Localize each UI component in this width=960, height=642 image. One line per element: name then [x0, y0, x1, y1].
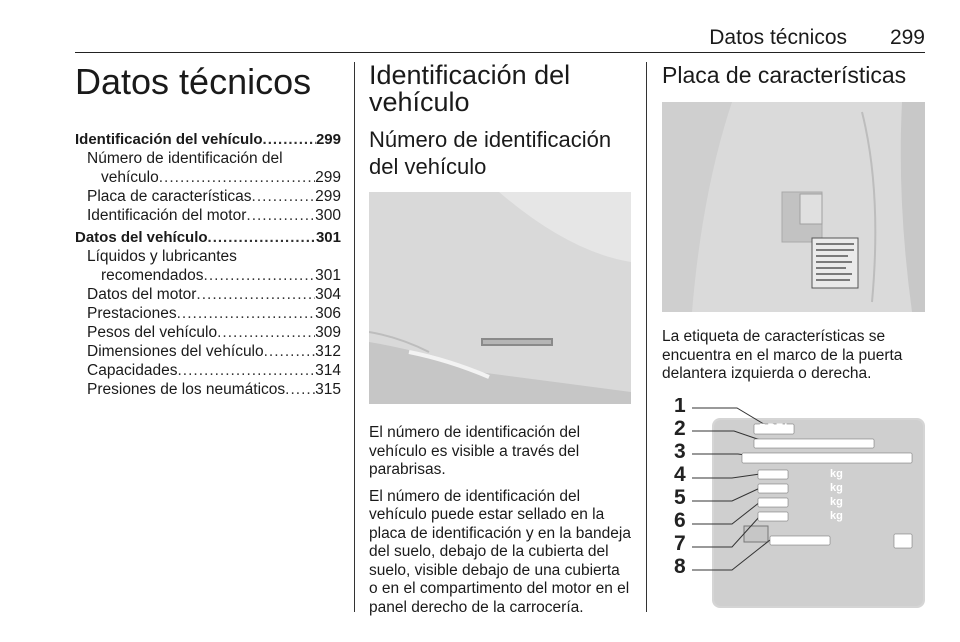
toc-entry-page: 299 — [315, 188, 341, 205]
vin-paragraph-1: El número de identificación del vehículo es visible a través del parabrisas. — [369, 424, 581, 478]
toc-entry-label: Placa de características — [87, 188, 252, 205]
plate-callout-number: 3 — [674, 439, 686, 463]
section-title-line2: vehículo — [369, 87, 470, 117]
toc-entry[interactable] — [75, 149, 341, 168]
toc-leader-dots — [246, 206, 315, 225]
plate-callout-number: 7 — [674, 531, 686, 555]
plate-callout-number: 6 — [674, 508, 686, 532]
toc-entry[interactable] — [75, 266, 341, 285]
toc-entry[interactable] — [75, 304, 341, 323]
toc-entry[interactable] — [75, 323, 341, 342]
subsection-title — [369, 126, 631, 180]
toc-entry[interactable] — [75, 187, 341, 206]
door-frame-drawing — [662, 102, 925, 312]
toc-entry-label: Capacidades — [87, 362, 178, 379]
toc-entry[interactable] — [75, 130, 341, 149]
header-page-number: 299 — [889, 26, 925, 49]
chapter-title: Datos técnicos — [75, 61, 312, 102]
toc-entry-page: 306 — [315, 305, 341, 322]
windshield-vin-illustration — [369, 192, 631, 404]
toc-entry-label: Datos del motor — [87, 286, 197, 303]
toc-entry-label: Líquidos y lubricantes — [87, 248, 237, 265]
toc-entry-label: Datos del vehículo — [75, 229, 208, 246]
plate-unit-label: kg — [830, 495, 843, 508]
toc-entry-page: 309 — [315, 324, 341, 341]
toc-entry[interactable] — [75, 247, 341, 266]
subsection-title-line2: del vehículo — [369, 154, 487, 179]
toc-entry[interactable] — [75, 342, 341, 361]
label-plate-drawing — [662, 398, 925, 618]
toc-entry-label: Identificación del motor — [87, 207, 247, 224]
toc-entry-label: vehículo — [101, 169, 159, 186]
toc-entry-page: 315 — [315, 381, 341, 398]
toc-entry-page: 304 — [315, 286, 341, 303]
toc-entry[interactable] — [75, 380, 341, 399]
plate-unit-label: kg — [830, 481, 843, 494]
plate-column — [662, 62, 925, 618]
toc-leader-dots — [196, 285, 315, 304]
toc-entry-page: 301 — [315, 229, 341, 246]
toc-column — [75, 62, 341, 399]
toc-entry-page: 312 — [315, 343, 341, 360]
toc-entry[interactable] — [75, 285, 341, 304]
toc-leader-dots — [204, 266, 316, 285]
page-header — [75, 22, 925, 53]
vehicle-id-column — [369, 62, 631, 625]
toc-entry-label: Prestaciones — [87, 305, 177, 322]
toc-leader-dots — [177, 361, 315, 380]
column-divider — [646, 62, 647, 612]
toc-entry[interactable] — [75, 228, 341, 247]
toc-entry-label: Presiones de los neumáticos — [87, 381, 286, 398]
toc-leader-dots — [263, 130, 316, 149]
table-of-contents — [75, 130, 341, 399]
toc-leader-dots — [264, 342, 316, 361]
toc-entry-page: 314 — [315, 362, 341, 379]
toc-leader-dots — [285, 380, 315, 399]
plate-section-title: Placa de características — [662, 62, 907, 88]
toc-entry-page: 301 — [315, 267, 341, 284]
toc-entry-label: Número de identificación del — [87, 150, 283, 167]
toc-leader-dots — [208, 228, 316, 247]
plate-brand: OPEL — [758, 421, 792, 434]
plate-callout-number: 4 — [674, 462, 686, 486]
plate-callout-number: 5 — [674, 485, 686, 509]
toc-entry-label: Dimensiones del vehículo — [87, 343, 264, 360]
toc-entry[interactable] — [75, 361, 341, 380]
header-title: Datos técnicos — [709, 26, 847, 49]
plate-unit-label: kg — [830, 509, 843, 522]
section-title — [369, 62, 631, 116]
windshield-drawing — [369, 192, 631, 404]
toc-entry-label: recomendados — [101, 267, 204, 284]
toc-leader-dots — [252, 187, 316, 206]
toc-entry[interactable] — [75, 206, 341, 225]
plate-callout-number: 8 — [674, 554, 686, 578]
toc-entry-label: Identificación del vehículo — [75, 131, 263, 148]
plate-callout-number: 1 — [674, 397, 686, 417]
toc-entry-page: 299 — [315, 169, 341, 186]
toc-entry-page: 300 — [315, 207, 341, 224]
plate-paragraph-1: La etiqueta de características se encuentra en el marco de la puerta delantera izquierda o derecha. — [662, 328, 903, 382]
column-divider — [354, 62, 355, 612]
plate-callout-number: 2 — [674, 416, 686, 440]
toc-leader-dots — [159, 168, 315, 187]
vin-paragraph-2: El número de identificación del vehículo puede estar sellado en la placa de identificación y en la bandeja del suelo, debajo de la cubierta del suelo, visible debajo de una cubierta o en el compartimento del motor en el panel derecho de la carrocería. — [369, 487, 631, 616]
toc-leader-dots — [217, 323, 315, 342]
subsection-title-line1: Número de identificación — [369, 127, 612, 152]
door-frame-illustration — [662, 102, 925, 312]
toc-entry[interactable] — [75, 168, 341, 187]
label-plate-illustration — [662, 398, 925, 618]
toc-leader-dots — [177, 304, 316, 323]
toc-entry-label: Pesos del vehículo — [87, 324, 218, 341]
section-title-line1: Identificación del — [369, 60, 571, 90]
plate-unit-label: kg — [830, 467, 843, 480]
toc-entry-page: 299 — [315, 131, 341, 148]
